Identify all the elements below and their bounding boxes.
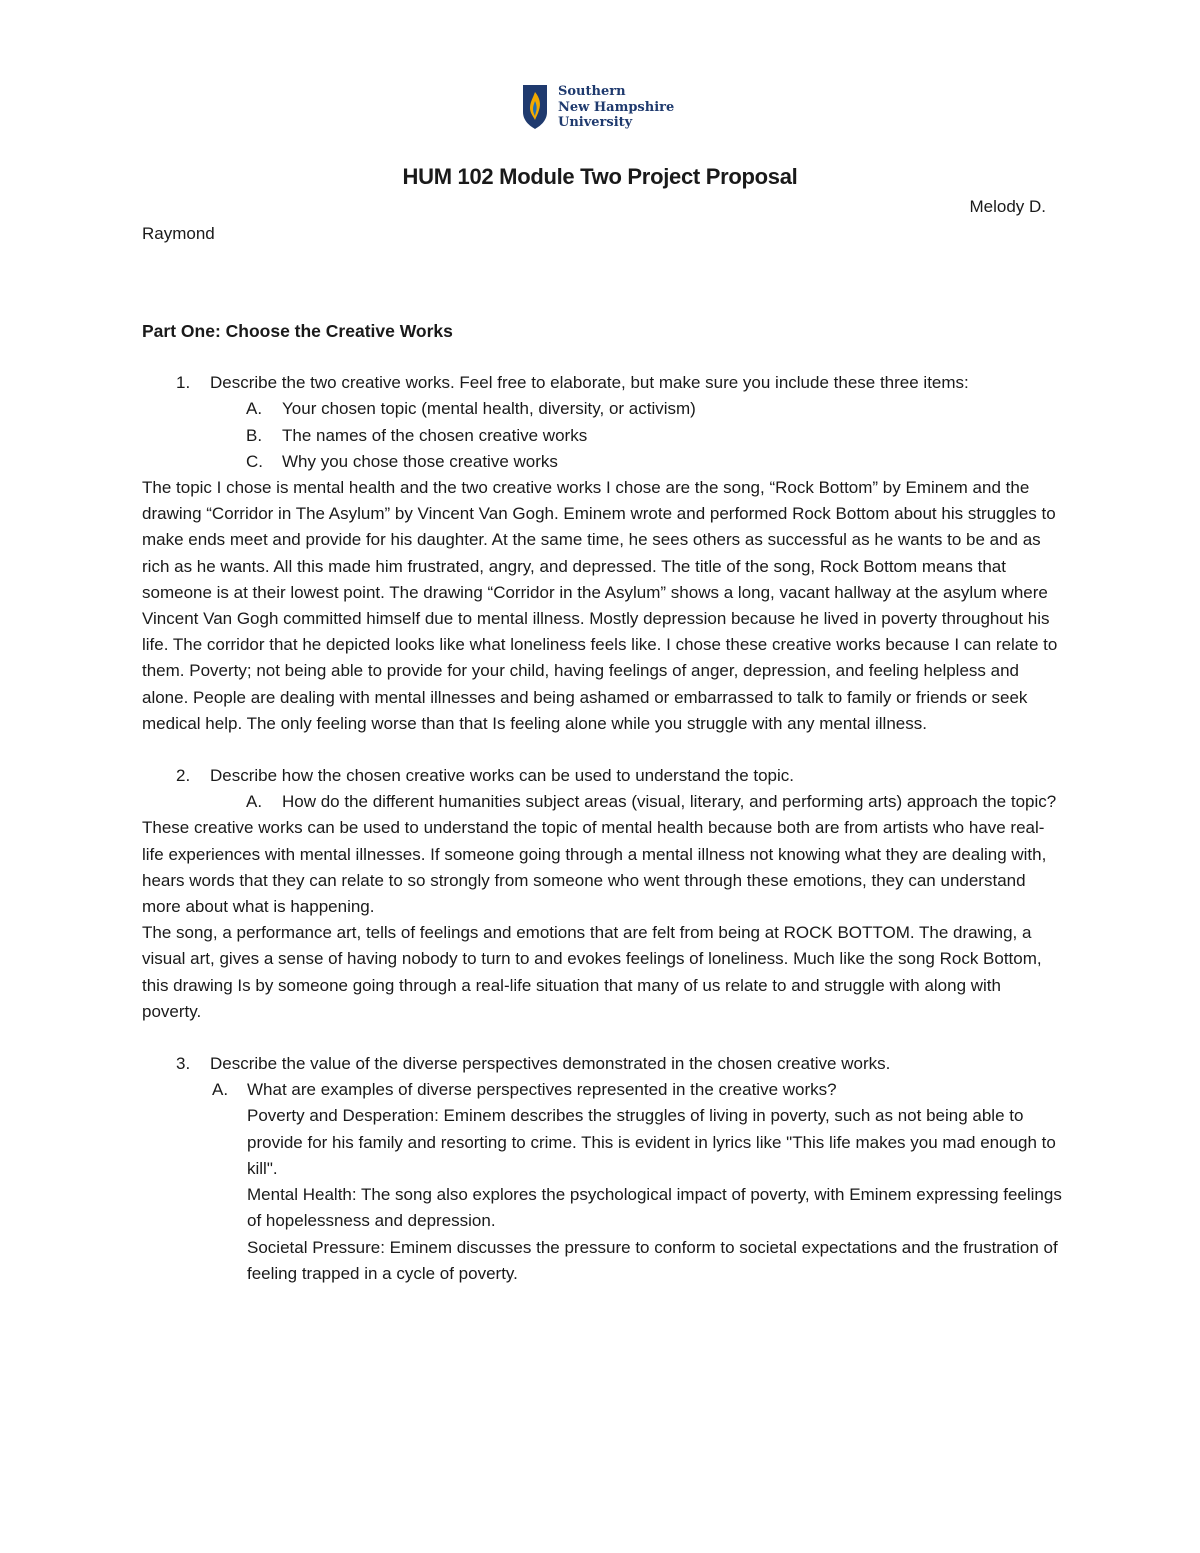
question-1-item-c [142,449,1062,475]
question-number: 3. [176,1054,191,1074]
question-number: 1. [176,373,191,393]
shield-flame-icon [522,84,548,130]
author-first-name: Melody D. [969,197,1046,216]
author-last-name: Raymond [142,224,215,243]
item-letter: C. [246,451,263,471]
question-text: Describe the two creative works. Feel free to elaborate, but make sure you include these three items: [210,373,969,393]
item-letter: A. [212,1080,229,1100]
question-1-item-a [142,396,1062,422]
question-text: Describe the value of the diverse perspectives demonstrated in the chosen creative works. [210,1054,891,1074]
question-2-item-a [142,789,1062,815]
question-1-item-b [142,423,1062,449]
question-2 [142,763,1062,789]
logo-line-1: Southern [558,84,626,99]
question-2-answer-paragraph-1: These creative works can be used to understand the topic of mental health because both are from artists who have real-life experiences with mental illnesses. If someone going through a mental illness not knowing what they are dealing with, hears words that they can relate to so strongly from someone who went through these emotions, they can understand more about what is happening. [142,818,1047,917]
question-3 [142,1051,1062,1077]
question-1 [142,370,1062,396]
question-3-item-a [142,1077,1062,1103]
logo-line-3: University [558,115,633,130]
item-text: What are examples of diverse perspectives represented in the creative works? [247,1080,837,1100]
item-text: Your chosen topic (mental health, diversity, or activism) [282,399,696,419]
question-text: Describe how the chosen creative works can be used to understand the topic. [210,766,795,786]
question-number: 2. [176,766,191,786]
logo-line-2: New Hampshire [558,99,675,115]
document-body [142,318,1062,1287]
university-logo [522,84,702,134]
document-title: HUM 102 Module Two Project Proposal [402,164,798,189]
question-2-answer-paragraph-2: The song, a performance art, tells of feelings and emotions that are felt from being at ROCK BOTTOM. The drawing, a visual art, gives a sense of having nobody to turn to and evokes feelings of loneliness. Much like the song Rock Bottom, this drawing Is by someone going through a real-life situation that many of us relate to and struggle with along with poverty. [142,923,1042,1021]
question-3-answer-paragraph-3: Societal Pressure: Eminem discusses the pressure to conform to societal expectations and the frustration of feeling trapped in a cycle of poverty. [247,1237,1058,1283]
part-one-heading: Part One: Choose the Creative Works [142,321,453,341]
item-text: Why you chose those creative works [282,451,558,471]
item-letter: A. [246,792,263,812]
university-name [558,84,674,131]
question-1-answer: The topic I chose is mental health and the two creative works I chose are the song, “Rock Bottom” by Eminem and the drawing “Corridor in The Asylum” by Vincent Van Gogh. Eminem wrote and performed Rock Bottom about his struggles to make ends meet and provide for his daughter. At the same time, he sees others as successful as he wants to be and as rich as he wants. All this made him frustrated, angry, and depressed. The title of the song, Rock Bottom means that someone is at their lowest point. The drawing “Corridor in the Asylum” shows a long, vacant hallway at the asylum where Vincent Van Gogh committed himself due to mental illness. Mostly depression because he lived in poverty throughout his life. The corridor that he depicted looks like what loneliness feels like. I chose these creative works because I can relate to them. Poverty; not being able to provide for your child, having feelings of anger, depression, and feeling helpless and alone. People are dealing with mental illnesses and being ashamed or embarrassed to talk to family or friends or seek medical help. The only feeling worse than that Is feeling alone while you struggle with any mental illness. [142,478,1058,733]
item-text: How do the different humanities subject areas (visual, literary, and performing arts) approach the topic? [282,792,1057,812]
question-3-answer-paragraph-2: Mental Health: The song also explores the psychological impact of poverty, with Eminem expressing feelings of hopelessness and depression. [247,1185,1062,1231]
question-3-answer-paragraph-1: Poverty and Desperation: Eminem describes the struggles of living in poverty, such as not being able to provide for his family and resorting to crime. This is evident in lyrics like "This life makes you mad enough to kill". [247,1106,1056,1178]
item-letter: A. [246,399,263,419]
item-letter: B. [246,425,263,445]
item-text: The names of the chosen creative works [282,425,588,445]
